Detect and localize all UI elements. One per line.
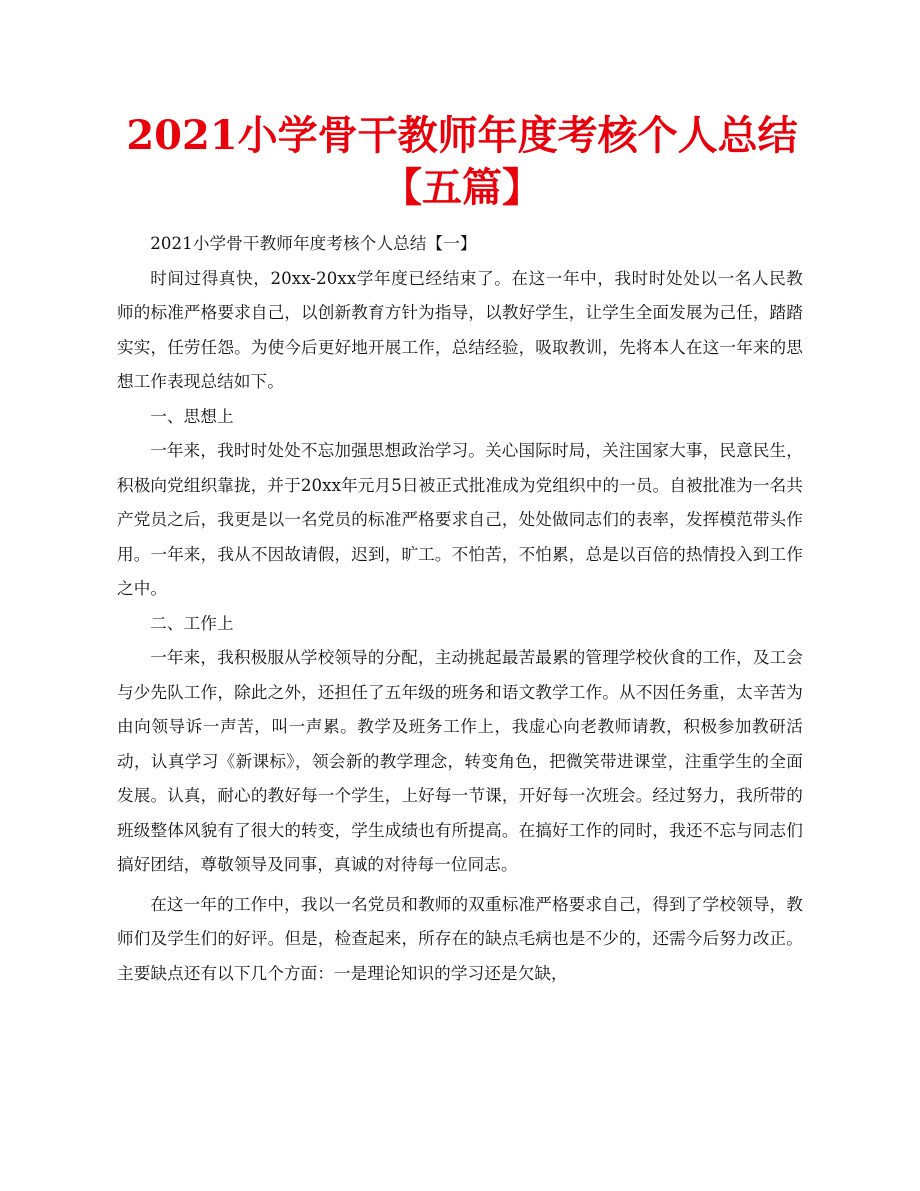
intro-paragraph: 时间过得真快，20xx-20xx学年度已经结束了。在这一年中，我时时处处以一名人民教师的标准严格要求自己，以创新教育方针为指导，以教好学生，让学生全面发展为己任，踏踏实实，任劳任怨。为使今后更好地开展工作，总结经验，吸取教训，先将本人在这一年来的思想工作表现总结如下。 <box>117 268 803 391</box>
document-body <box>117 227 803 991</box>
work-paragraph: 一年来，我积极服从学校领导的分配，主动挑起最苦最累的管理学校伙食的工作，及工会与少先队工作，除此之外，还担任了五年级的班务和语文教学工作。从不因任务重，太辛苦为由向领导诉一声苦，叫一声累。教学及班务工作上，我虚心向老教师请教，积极参加教研活动，认真学习《新课标》，领会新的教学理念，转变角色，把微笑带进课堂，注重学生的全面发展。认真，耐心的教好每一个学生，上好每一节课，开好每一次班会。经过努力，我所带的班级整体风貌有了很大的转变，学生成绩也有所提高。在搞好工作的同时，我还不忘与同志们搞好团结，尊敬领导及同事，真诚的对待每一位同志。 <box>117 648 803 874</box>
subheading-thought: 一、思想上 <box>150 406 234 426</box>
section-heading-1: 2021小学骨干教师年度考核个人总结【一】 <box>150 234 477 253</box>
thought-paragraph: 一年来，我时时处处不忘加强思想政治学习。关心国际时局，关注国家大事，民意民生，积极向党组织靠拢，并于20xx年元月5日被正式批准成为党组织中的一员。自被批准为一名共产党员之后，我更是以一名党员的标准严格要求自己，处处做同志们的表率，发挥模范带头作用。一年来，我从不因故请假，迟到，旷工。不怕苦，不怕累，总是以百倍的热情投入到工作之中。 <box>117 441 803 598</box>
document-title: 2021小学骨干教师年度考核个人总结【五篇】 <box>126 112 798 211</box>
summary-paragraph: 在这一年的工作中，我以一名党员和教师的双重标准严格要求自己，得到了学校领导，教师们及学生们的好评。但是，检查起来，所存在的缺点毛病也是不少的，还需今后努力改正。主要缺点还有以下几个方面：一是理论知识的学习还是欠缺， <box>117 894 803 983</box>
subheading-work: 二、工作上 <box>150 613 234 633</box>
